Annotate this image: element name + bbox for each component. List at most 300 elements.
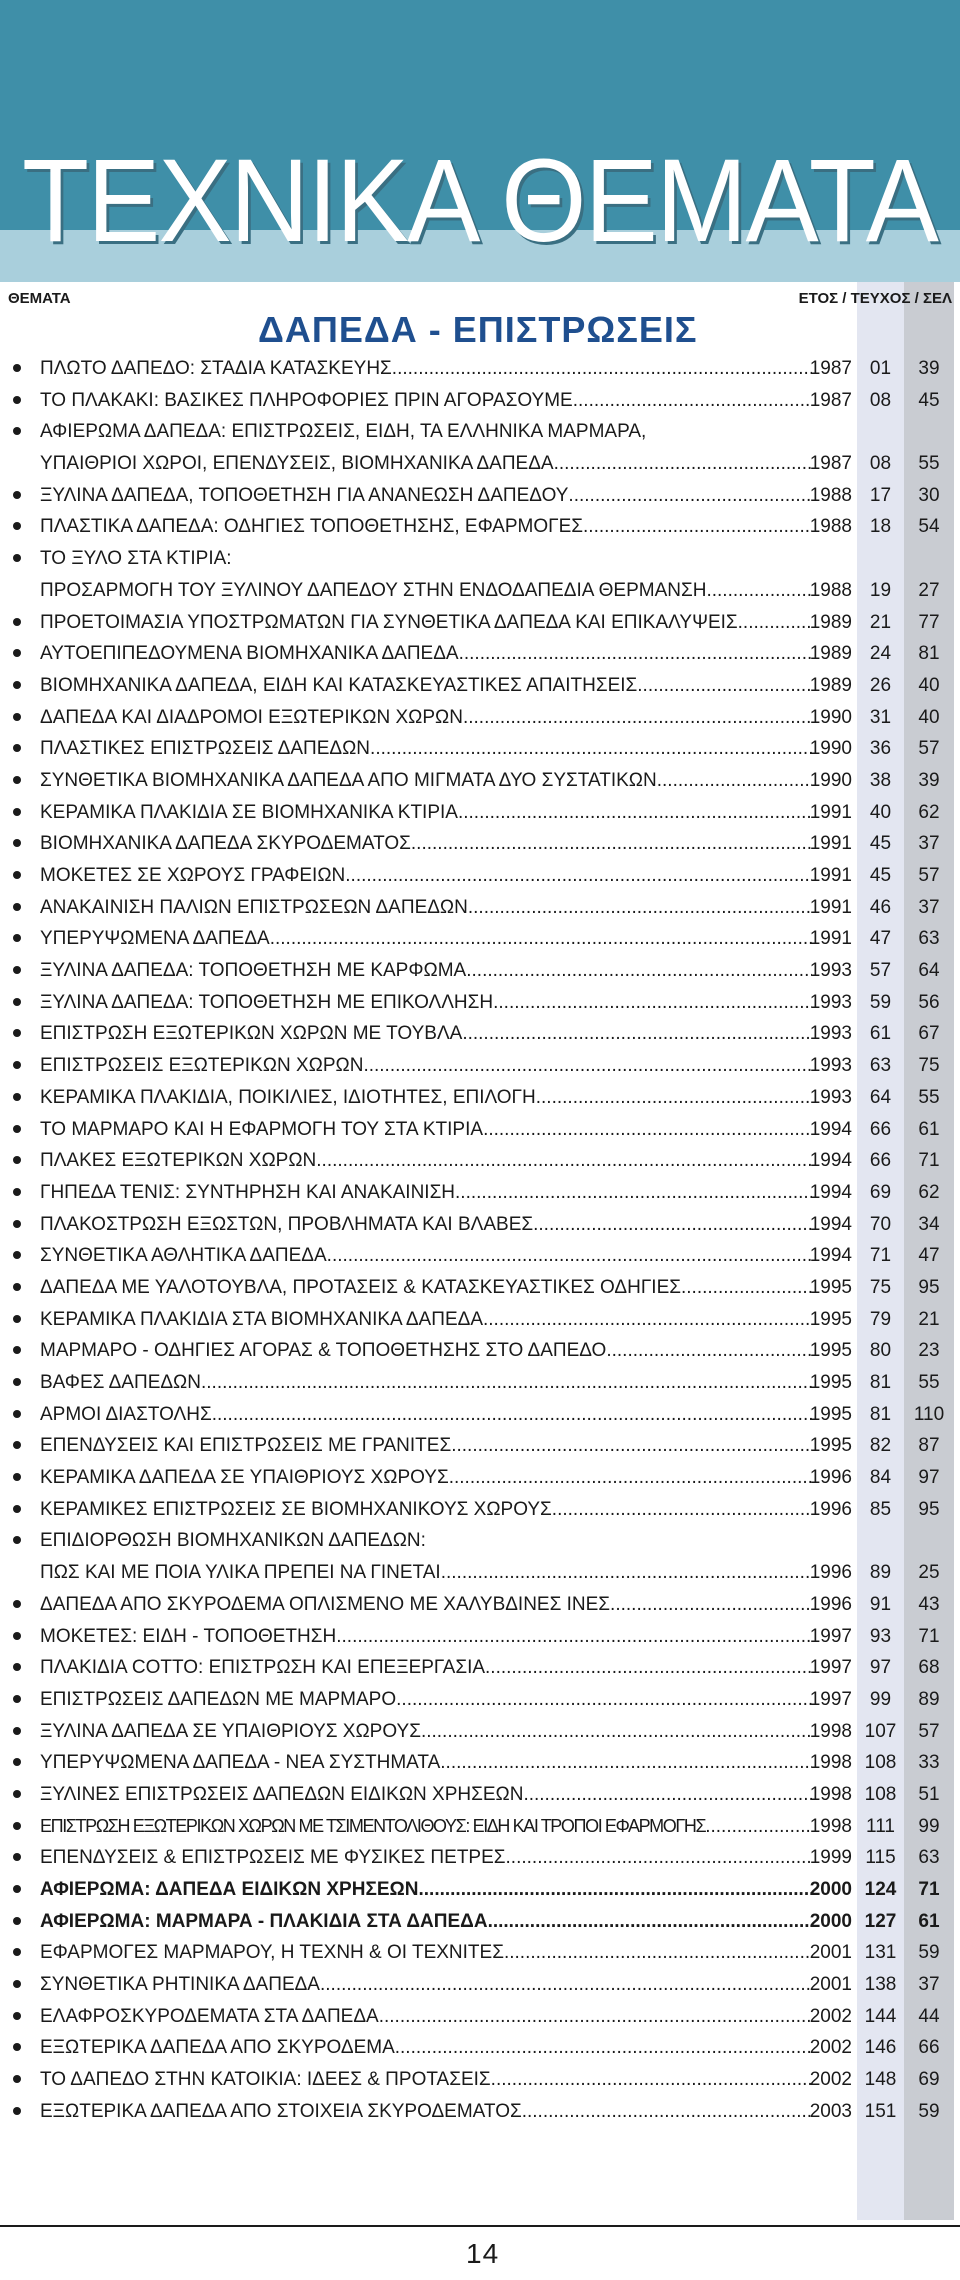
list-item [0,1052,960,1084]
entry-text-wrap [40,2101,812,2123]
list-item [0,387,960,419]
bullet-icon [13,1853,21,1861]
entry-text-wrap [40,1055,812,1077]
entry-issue: 18 [869,516,892,538]
entry-year: 1995 [809,1340,852,1362]
entry-issue: 144 [864,2005,897,2027]
entry-page: 44 [918,2005,940,2027]
entry-issue: 99 [869,1688,892,1710]
entry-text-wrap [40,2069,812,2091]
list-item [0,989,960,1021]
list-item [0,2034,960,2066]
entry-year: 2001 [809,1942,852,1964]
entry-text-wrap [40,1816,812,1838]
entry-page: 25 [918,1562,940,1584]
entry-page: 33 [918,1752,940,1774]
entry-issue: 38 [869,769,892,791]
list-item [0,1654,960,1686]
entry-title: ΕΠΕΝΔΥΣΕΙΣ & ΕΠΙΣΤΡΩΣΕΙΣ ΜΕ ΦΥΣΙΚΕΣ ΠΕΤΡΕΣ [40,1847,506,1869]
dot-leader [536,1087,812,1109]
entry-title: ΒΑΦΕΣ ΔΑΠΕΔΩΝ [40,1372,201,1393]
list-item [0,1527,960,1559]
entry-page: 61 [918,1910,940,1932]
list-item [0,862,960,894]
dot-leader [523,1784,812,1806]
entry-page: 81 [918,643,940,665]
entry-page: 21 [918,1308,940,1330]
bullet-icon [13,1948,21,1956]
entry-title: ΕΦΑΡΜΟΓΕΣ ΜΑΡΜΑΡΟΥ, Η ΤΕΧΝΗ & ΟΙ ΤΕΧΝΙΤΕΣ [40,1942,504,1964]
entry-issue: 148 [864,2069,897,2091]
dot-leader [345,865,812,887]
entry-year: 1995 [809,1308,852,1330]
entry-year: 1994 [809,1245,852,1267]
entry-text-wrap [40,1594,812,1616]
entry-year: 1995 [809,1372,852,1393]
entry-issue: 124 [864,1879,897,1900]
list-item [0,1781,960,1813]
entry-page: 23 [918,1340,940,1362]
dot-leader [455,1182,812,1204]
entry-issue: 17 [869,484,892,506]
dot-leader [568,485,812,507]
entry-text-wrap [40,548,812,570]
entry-page: 99 [918,1815,940,1837]
list-item [0,1939,960,1971]
entry-page: 69 [918,2069,940,2091]
entry-page: 47 [918,1245,940,1267]
dot-leader [554,453,812,475]
entry-title: ΑΡΜΟΙ ΔΙΑΣΤΟΛΗΣ [40,1403,212,1425]
entry-text-wrap [40,738,812,760]
entry-title: ΒΙΟΜΗΧΑΝΙΚΑ ΔΑΠΕΔΑ, ΕΙΔΗ ΚΑΙ ΚΑΤΑΣΚΕΥΑΣΤΙΚΕΣ ΑΠΑΙΤΗΣΕΙΣ [40,674,638,696]
bullet-icon [13,1029,21,1037]
entry-page: 71 [918,1150,940,1172]
entry-page: 39 [918,358,940,379]
entry-year: 1988 [809,484,852,506]
list-item [0,1211,960,1243]
entry-text-wrap [40,897,812,919]
dot-leader [411,833,812,855]
list-item [0,1369,960,1401]
entry-text-wrap [40,643,812,665]
entry-issue: 138 [864,1974,897,1996]
entry-page: 37 [918,833,940,855]
dot-leader [270,928,812,950]
entry-title: ΕΠΙΣΤΡΩΣΕΙΣ ΔΑΠΕΔΩΝ ΜΕ ΜΑΡΜΑΡΟ [40,1688,397,1710]
list-item [0,1686,960,1718]
list-item [0,894,960,926]
entry-issue: 59 [869,991,892,1013]
list-item [0,1337,960,1369]
entry-text-wrap [40,2037,812,2059]
entry-title: ΕΞΩΤΕΡΙΚΑ ΔΑΠΕΔΑ ΑΠΟ ΣΚΥΡΟΔΕΜΑ [40,2037,395,2059]
bullet-icon [13,808,21,816]
entry-year: 1990 [809,769,852,791]
bullet-icon [13,491,21,499]
entry-issue: 46 [869,896,892,918]
entry-page: 57 [918,1720,940,1742]
entry-issue: 131 [864,1942,897,1964]
entry-page: 40 [918,674,940,696]
list-item [0,1876,960,1908]
list-item [0,1718,960,1750]
entry-title: ΑΦΙΕΡΩΜΑ ΔΑΠΕΔΑ: ΕΠΙΣΤΡΩΣΕΙΣ, ΕΙΔΗ, ΤΑ ΕΛΛΗΝΙΚΑ ΜΑΡΜΑΡΑ, [40,421,647,443]
entry-issue: 81 [869,1372,892,1393]
entry-page: 95 [918,1498,940,1520]
entry-text-wrap [40,1023,812,1045]
entry-page: 75 [918,1055,940,1077]
entry-text-wrap [40,516,812,538]
dot-leader [458,802,812,824]
entry-year: 1990 [809,706,852,728]
dot-leader [327,1245,812,1267]
year-issue-page-header: ΕΤΟΣ / ΤΕΥΧΟΣ / ΣΕΛ [798,290,952,307]
entry-title: ΒΙΟΜΗΧΑΝΙΚΑ ΔΑΠΕΔΑ ΣΚΥΡΟΔΕΜΑΤΟΣ [40,833,411,855]
entry-page: 43 [918,1593,940,1615]
entry-year: 1996 [809,1467,852,1489]
entry-page: 34 [918,1213,940,1235]
entry-text-wrap [40,1499,812,1521]
bullet-icon [13,1600,21,1608]
entry-title: ΠΛΑΚΕΣ ΕΞΩΤΕΡΙΚΩΝ ΧΩΡΩΝ [40,1150,317,1172]
entry-year: 1987 [809,389,852,411]
bullet-icon [13,1315,21,1323]
entry-year: 1991 [809,896,852,918]
entry-title: ΜΟΚΕΤΕΣ ΣΕ ΧΩΡΟΥΣ ΓΡΑΦΕΙΩΝ [40,865,346,886]
entry-page: 59 [918,1942,940,1964]
bullet-icon [13,1695,21,1703]
dot-leader [705,1816,812,1838]
entry-page: 62 [918,1181,940,1203]
entry-text-wrap [40,770,812,792]
entry-page: 64 [918,960,940,982]
entry-title: ΜΑΡΜΑΡΟ - ΟΔΗΓΙΕΣ ΑΓΟΡΑΣ & ΤΟΠΟΘΕΤΗΣΗΣ ΣΤΟ ΔΑΠΕΔΟ [40,1340,607,1362]
entry-year: 1998 [809,1815,852,1837]
entry-year: 1998 [809,1720,852,1742]
entry-issue: 66 [869,1118,892,1140]
bullet-icon [13,1663,21,1671]
bullet-icon [13,1188,21,1196]
entry-page: 37 [918,1974,940,1996]
list-item [0,1432,960,1464]
bullet-icon [13,998,21,1006]
bullet-icon [13,1790,21,1798]
entry-text-wrap [40,1911,812,1933]
entry-title: ΚΕΡΑΜΙΚΑ ΠΛΑΚΙΔΙΑ ΣΤΑ ΒΙΟΜΗΧΑΝΙΚΑ ΔΑΠΕΔΑ [40,1308,483,1330]
bullet-icon [13,1917,21,1925]
list-item [0,1274,960,1306]
list-item [0,957,960,989]
list-item [0,1306,960,1338]
bullet-icon [13,618,21,626]
entry-text-wrap [40,1879,812,1901]
entry-title: ΑΥΤΟΕΠΙΠΕΔΟΥΜΕΝΑ ΒΙΟΜΗΧΑΝΙΚΑ ΔΑΠΕΔΑ [40,643,459,665]
entry-issue: 63 [869,1055,892,1077]
dot-leader [418,1879,812,1901]
dot-leader [522,2101,812,2123]
entry-title: ΕΠΕΝΔΥΣΕΙΣ ΚΑΙ ΕΠΙΣΤΡΩΣΕΙΣ ΜΕ ΓΡΑΝΙΤΕΣ [40,1435,452,1457]
entry-year: 1995 [809,1403,852,1425]
bullet-icon [13,966,21,974]
entry-issue: 40 [869,801,892,823]
entry-year: 2000 [809,1910,852,1932]
list-item [0,1623,960,1655]
entry-text-wrap [40,1150,812,1172]
list-item [0,925,960,957]
list-item [0,1147,960,1179]
entry-title: ΞΥΛΙΝΑ ΔΑΠΕΔΑ: ΤΟΠΟΘΕΤΗΣΗ ΜΕ ΚΑΡΦΩΜΑ [40,960,467,982]
entry-page: 45 [918,389,940,411]
entry-text-wrap [40,1404,812,1426]
entry-page: 87 [918,1435,940,1457]
bullet-icon [13,1346,21,1354]
entry-text-wrap [40,1277,812,1299]
list-item [0,672,960,704]
bullet-icon [13,1156,21,1164]
dot-leader [637,675,812,697]
dot-leader [738,612,812,634]
list-item [0,355,960,387]
list-item [0,1401,960,1433]
entry-year: 1994 [809,1150,852,1172]
dot-leader [483,1119,812,1141]
entry-issue: 08 [869,389,892,411]
bullet-icon [13,903,21,911]
entry-year: 1997 [809,1625,852,1647]
entry-issue: 21 [869,611,892,633]
entry-text-wrap [40,1562,812,1584]
bullet-icon [13,2043,21,2051]
bullet-icon [13,1822,21,1830]
entry-title: ΠΛΑΣΤΙΚΑ ΔΑΠΕΔΑ: ΟΔΗΓΙΕΣ ΤΟΠΟΘΕΤΗΣΗΣ, ΕΦΑΡΜΟΓΕΣ [40,516,584,538]
entry-issue: 93 [869,1625,892,1647]
entry-year: 1993 [809,960,852,982]
entry-text-wrap [40,358,812,380]
entry-issue: 85 [869,1498,892,1520]
list-item [0,2003,960,2035]
list-item [0,1084,960,1116]
entry-page: 97 [918,1467,940,1489]
entry-year: 2001 [809,1974,852,1996]
list-item [0,609,960,641]
entry-text-wrap [40,1182,812,1204]
entry-issue: 107 [864,1720,897,1742]
entry-issue: 127 [864,1910,897,1932]
entry-title: ΤΟ ΜΑΡΜΑΡΟ ΚΑΙ Η ΕΦΑΡΜΟΓΗ ΤΟΥ ΣΤΑ ΚΤΙΡΙΑ [40,1118,484,1140]
entry-year: 2000 [809,1879,852,1900]
entry-text-wrap [40,1974,812,1996]
entry-issue: 89 [869,1562,892,1584]
entry-text-wrap [40,928,812,950]
list-item [0,1496,960,1528]
dot-leader [491,2069,812,2091]
bullet-icon [13,364,21,372]
entry-issue: 75 [869,1276,892,1298]
entry-text-wrap [40,2006,812,2028]
entry-year: 1996 [809,1593,852,1615]
bullet-icon [13,934,21,942]
entry-title: ΠΛΑΚΙΔΙΑ COTTO: ΕΠΙΣΤΡΩΣΗ ΚΑΙ ΕΠΕΞΕΡΓΑΣΙΑ [40,1657,486,1679]
entry-issue: 111 [866,1815,895,1837]
dot-leader [462,1023,812,1045]
list-item [0,1179,960,1211]
entry-issue: 31 [869,706,892,728]
list-item [0,1591,960,1623]
bullet-icon [13,681,21,689]
list-item [0,799,960,831]
entry-title: ΕΛΑΦΡΟΣΚΥΡΟΔΕΜΑΤΑ ΣΤΑ ΔΑΠΕΔΑ [40,2005,379,2027]
page-title: ΤΕΧΝΙΚΑ ΘΕΜΑΤΑ [22,135,938,267]
dot-leader [459,643,812,665]
bullet-icon [13,2012,21,2020]
dot-leader [449,1467,812,1489]
entry-text-wrap [40,1942,812,1964]
bullet-icon [13,776,21,784]
bullet-icon [13,554,21,562]
entry-year: 1999 [809,1847,852,1869]
bullet-icon [13,1251,21,1259]
entry-issue: 64 [869,1086,892,1108]
bullet-icon [13,1061,21,1069]
dot-leader [488,1911,812,1933]
entry-text-wrap [40,802,812,824]
entry-year: 1993 [809,1023,852,1045]
entry-title: ΣΥΝΘΕΤΙΚΑ ΒΙΟΜΗΧΑΝΙΚΑ ΔΑΠΕΔΑ ΑΠΟ ΜΙΓΜΑΤΑ ΔΥΟ ΣΥΣΤΑΤΙΚΩΝ [40,769,657,791]
entry-year: 1988 [809,516,852,538]
bullet-icon [13,839,21,847]
list-item [0,418,960,450]
bullet-icon [13,1980,21,1988]
entry-year: 1996 [809,1498,852,1520]
entry-title: ΤΟ ΞΥΛΟ ΣΤΑ ΚΤΙΡΙΑ: [40,548,232,570]
list-item [0,577,960,609]
bullet-icon [13,2107,21,2115]
entry-year: 2002 [809,2005,852,2027]
entry-issue: 70 [869,1213,892,1235]
entry-title: ΕΞΩΤΕΡΙΚΑ ΔΑΠΕΔΑ ΑΠΟ ΣΤΟΙΧΕΙΑ ΣΚΥΡΟΔΕΜΑΤΟΣ [40,2100,522,2122]
list-item [0,450,960,482]
entry-title: ΕΠΙΣΤΡΩΣΗ ΕΞΩΤΕΡΙΚΩΝ ΧΩΡΩΝ ΜΕ ΤΣΙΜΕΝΤΟΛΙΘΟΥΣ: ΕΙΔΗ ΚΑΙ ΤΡΟΠΟΙ ΕΦΑΡΜΟΓΗΣ [40,1815,706,1836]
entry-page: 57 [918,865,940,886]
entry-year: 1989 [809,674,852,696]
entry-year: 1991 [809,865,852,886]
entry-text-wrap [40,1372,812,1394]
entry-year: 1993 [809,1055,852,1077]
list-item [0,1116,960,1148]
list-item [0,767,960,799]
entry-text-wrap [40,1309,812,1331]
dot-leader [681,1277,812,1299]
entry-issue: 45 [869,865,892,886]
bullet-icon [13,1473,21,1481]
entry-text-wrap [40,453,812,475]
entry-title: ΥΠΕΡΥΨΩΜΕΝΑ ΔΑΠΕΔΑ - ΝΕΑ ΣΥΣΤΗΜΑΤΑ [40,1752,441,1774]
entry-page: 89 [918,1688,940,1710]
bullet-icon [13,1378,21,1386]
list-item [0,1813,960,1845]
bullet-icon [13,1093,21,1101]
entry-issue: 80 [869,1340,892,1362]
entry-issue: 108 [864,1752,897,1774]
bullet-icon [13,396,21,404]
list-item [0,1020,960,1052]
dot-leader [657,770,812,792]
entry-page: 30 [918,484,940,506]
entry-title: ΕΠΙΔΙΟΡΘΩΣΗ ΒΙΟΜΗΧΑΝΙΚΩΝ ΔΑΠΕΔΩΝ: [40,1530,426,1552]
list-item [0,513,960,545]
entry-year: 1993 [809,1086,852,1108]
entry-year: 1997 [809,1657,852,1679]
entry-year: 2002 [809,2069,852,2091]
entry-text-wrap [40,865,812,887]
entry-text-wrap [40,1784,812,1806]
dot-leader [466,960,812,982]
entry-title: ΠΛΩΤΟ ΔΑΠΕΔΟ: ΣΤΑΔΙΑ ΚΑΤΑΣΚΕΥΗΣ [40,358,392,379]
entry-issue: 19 [869,579,892,601]
entry-page: 63 [918,1847,940,1869]
entry-title: ΠΩΣ ΚΑΙ ΜΕ ΠΟΙΑ ΥΛΙΚΑ ΠΡΕΠΕΙ ΝΑ ΓΙΝΕΤΑΙ [40,1562,441,1584]
dot-leader [504,1942,812,1964]
dot-leader [573,390,812,412]
bullet-icon [13,1727,21,1735]
dot-leader [316,1150,812,1172]
entry-title: ΔΑΠΕΔΑ ΜΕ ΥΑΛΟΤΟΥΒΛΑ, ΠΡΟΤΑΣΕΙΣ & ΚΑΤΑΣΚΕΥΑΣΤΙΚΕΣ ΟΔΗΓΙΕΣ [40,1276,681,1298]
entry-title: ΣΥΝΘΕΤΙΚΑ ΑΘΛΗΤΙΚΑ ΔΑΠΕΔΑ [40,1245,327,1267]
entry-year: 1994 [809,1213,852,1235]
entry-issue: 66 [869,1150,892,1172]
bullet-icon [13,427,21,435]
list-item [0,1749,960,1781]
entry-year: 1996 [809,1562,852,1584]
entry-title: ΞΥΛΙΝΑ ΔΑΠΕΔΑ, ΤΟΠΟΘΕΤΗΣΗ ΓΙΑ ΑΝΑΝΕΩΣΗ ΔΑΠΕΔΟΥ [40,484,569,506]
bullet-icon [13,522,21,530]
bullet-icon [13,1441,21,1449]
dot-leader [483,1309,812,1331]
bullet-icon [13,1505,21,1513]
entry-year: 1993 [809,991,852,1013]
entry-page: 54 [918,516,940,538]
entry-text-wrap [40,707,812,729]
bullet-icon [13,649,21,657]
entry-issue: 79 [869,1308,892,1330]
entry-title: ΓΗΠΕΔΑ ΤΕΝΙΣ: ΣΥΝΤΗΡΗΣΗ ΚΑΙ ΑΝΑΚΑΙΝΙΣΗ [40,1181,456,1203]
list-item [0,704,960,736]
entry-issue: 36 [869,738,892,760]
entry-title: ΔΑΠΕΔΑ ΚΑΙ ΔΙΑΔΡΟΜΟΙ ΕΞΩΤΕΡΙΚΩΝ ΧΩΡΩΝ [40,706,463,728]
dot-leader [610,1594,812,1616]
entry-issue: 151 [864,2100,897,2122]
entry-text-wrap [40,960,812,982]
dot-leader [506,1847,812,1869]
dot-leader [379,2006,812,2028]
bullet-icon [13,2075,21,2083]
entry-issue: 69 [869,1181,892,1203]
entry-issue: 97 [869,1657,892,1679]
entry-title: ΑΦΙΕΡΩΜΑ: ΔΑΠΕΔΑ ΕΙΔΙΚΩΝ ΧΡΗΣΕΩΝ [40,1879,419,1900]
entry-title: ΚΕΡΑΜΙΚΕΣ ΕΠΙΣΤΡΩΣΕΙΣ ΣΕ ΒΙΟΜΗΧΑΝΙΚΟΥΣ ΧΩΡΟΥΣ [40,1498,552,1520]
entry-page: 63 [918,928,940,950]
list-item [0,2098,960,2130]
dot-leader [468,897,812,919]
entry-issue: 61 [869,1023,892,1045]
entry-text-wrap [40,1689,812,1711]
dot-leader [370,738,812,760]
list-item [0,1242,960,1274]
dot-leader [463,707,812,729]
entry-issue: 08 [869,453,892,475]
entry-year: 1994 [809,1181,852,1203]
